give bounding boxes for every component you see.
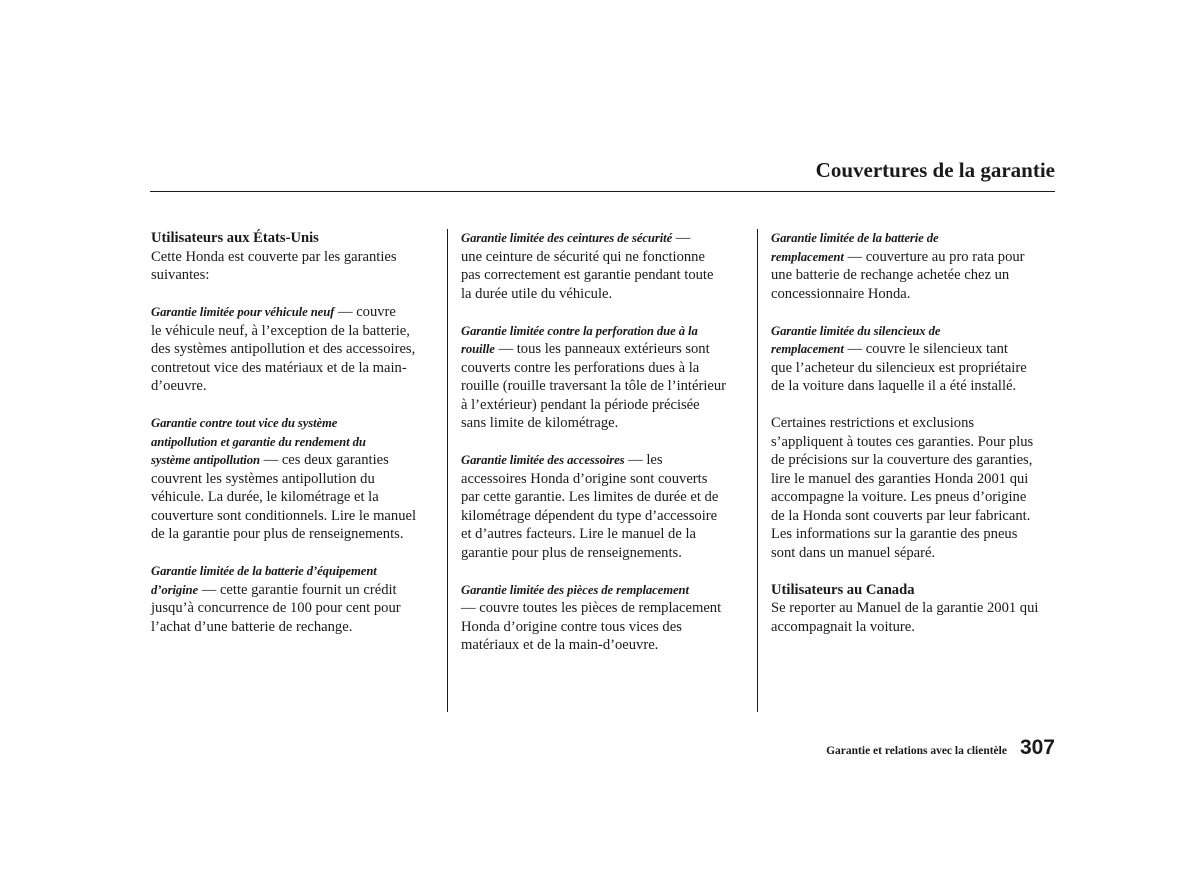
body-text-line: Cette Honda est couverte par les garanties: [151, 248, 397, 265]
body-text-line: concessionnaire Honda.: [771, 285, 911, 302]
body-text-line: Se reporter au Manuel de la garantie 2001 qui: [771, 600, 1039, 616]
warranty-title: Garantie contre tout vice du système: [151, 416, 338, 430]
warranty-title: Garantie limitée du silencieux de: [771, 323, 941, 338]
text-column-3: [771, 229, 1061, 636]
body-text-line: de la Honda sont couverts par leur fabricant.: [771, 507, 1031, 524]
warranty-title: Garantie limitée des ceintures de sécurité: [461, 231, 673, 245]
text-block: [461, 581, 751, 655]
text-block: Garantie limitée pour véhicule neuf — couvre le véhicule neuf, à l’exception de la batterie, des systèmes antipollution et des accessoires, contretout vice des matériaux et de la main- d’oeuvre.: [151, 303, 441, 396]
warranty-title: Garantie limitée de la batterie de: [771, 231, 939, 245]
text-block: [771, 581, 1061, 637]
body-text-line: Honda d’origine contre tous vices des: [461, 618, 682, 635]
warranty-title: Garantie limitée des pièces de remplacement: [461, 582, 689, 597]
body-text-line: de la garantie pour plus de renseignements.: [151, 526, 404, 542]
warranty-description: cette garantie fournit un crédit: [219, 581, 397, 598]
body-text-line: contretout vice des matériaux et de la main-: [151, 359, 407, 376]
body-text-line: d’oeuvre.: [151, 378, 207, 394]
column-divider: [447, 229, 448, 712]
text-block: [151, 229, 441, 285]
text-block: Garantie limitée de la batterie d’équipement d’origine — cette garantie fournit un crédit jusqu’à concurrence de 100 pour cent pour l’achat d’une batterie de rechange.: [151, 562, 441, 636]
title-rule: [150, 191, 1055, 192]
warranty-title: remplacement: [771, 249, 844, 264]
warranty-title: système antipollution: [151, 453, 260, 467]
body-text-line: véhicule. La durée, le kilométrage et la: [151, 489, 379, 505]
body-text-line: une ceinture de sécurité qui ne fonctionne: [461, 248, 705, 265]
body-text-line: jusqu’à concurrence de 100 pour cent pour: [151, 600, 401, 616]
warranty-title: rouille: [461, 342, 495, 356]
body-text-line: accompagnait la voiture.: [771, 618, 915, 635]
body-text-line: sans limite de kilométrage.: [461, 415, 619, 431]
body-text-line: Les informations sur la garantie des pneus: [771, 526, 1018, 542]
body-text-line: accessoires Honda d’origine sont couverts: [461, 470, 708, 487]
page-footer: [826, 736, 1055, 760]
warranty-title: antipollution et garantie du rendement du: [151, 434, 366, 449]
body-text-line: garantie pour plus de renseignements.: [461, 544, 682, 561]
text-block: Garantie contre tout vice du système antipollution et garantie du rendement du système antipollution — ces deux garanties couvrent les systèmes antipollution du véhicule. La durée, le kilométrage et la couverture sont conditionnels. Lire le manuel de la garantie pour plus de renseignements.: [151, 414, 441, 544]
text-column-1: [151, 229, 441, 636]
body-text-line: le véhicule neuf, à l’exception de la batterie,: [151, 322, 410, 339]
column-divider: [757, 229, 758, 712]
warranty-description: ces deux garanties: [281, 452, 389, 468]
warranty-title: Garantie limitée pour véhicule neuf: [151, 305, 335, 319]
text-block: Garantie limitée du silencieux de remplacement — couvre le silencieux tant que l’acheteur du silencieux est propriétaire de la voiture dans laquelle il a été installé.: [771, 322, 1061, 396]
text-block: [771, 414, 1061, 562]
body-text-line: — couvre toutes les pièces de remplacement: [461, 600, 722, 616]
body-text-line: de précisions sur la couverture des garanties,: [771, 452, 1033, 468]
body-text-line: la durée utile du véhicule.: [461, 285, 613, 302]
body-text-line: pas correctement est garantie pendant toute: [461, 267, 714, 283]
text-block: Garantie limitée de la batterie de remplacement — couverture au pro rata pour une batterie de rechange achetée chez un concessionnaire Honda.: [771, 229, 1061, 303]
body-text-line: lire le manuel des garanties Honda 2001 qui: [771, 470, 1029, 487]
body-text-line: s’appliquent à toutes ces garanties. Pour plus: [771, 433, 1034, 450]
text-block: Garantie limitée contre la perforation due à la rouille — tous les panneaux extérieurs sont couverts contre les perforations dues à la rouille (rouille traversant la tôle de l’intérieur à l’extérieur) pendant la période précisée sans limite de kilométrage.: [461, 322, 751, 433]
body-text-line: matériaux et de la main-d’oeuvre.: [461, 637, 659, 653]
warranty-description: couvre: [356, 304, 396, 320]
warranty-title: Garantie limitée de la batterie d’équipement: [151, 564, 377, 578]
warranty-description: couvre le silencieux tant: [865, 341, 1008, 357]
text-block: Garantie limitée des accessoires — les accessoires Honda d’origine sont couverts par cette garantie. Les limites de durée et de kilométrage dépendent du type d’accessoire et d’autres facteurs. Lire le manuel de la garantie pour plus de renseignements.: [461, 451, 751, 562]
body-text-line: couverture sont conditionnels. Lire le manuel: [151, 507, 417, 524]
body-text-line: que l’acheteur du silencieux est propriétaire: [771, 359, 1027, 376]
text-column-2: [461, 229, 751, 655]
body-text-line: rouille (rouille traversant la tôle de l’intérieur: [461, 378, 727, 394]
footer-section-label: Garantie et relations avec la clientèle: [826, 745, 1007, 757]
body-text-line: couverts contre les perforations dues à la: [461, 359, 700, 376]
body-text-line: suivantes:: [151, 267, 210, 283]
body-text-line: couvrent les systèmes antipollution du: [151, 470, 375, 487]
body-text-line: sont dans un manuel séparé.: [771, 544, 936, 561]
warranty-title: Garantie limitée contre la perforation due à la: [461, 323, 698, 338]
body-text-line: Certaines restrictions et exclusions: [771, 415, 975, 431]
body-text-line: accompagne la voiture. Les pneus d’origine: [771, 489, 1027, 505]
body-text-line: l’achat d’une batterie de rechange.: [151, 618, 353, 635]
body-text-line: des systèmes antipollution et des accessoires,: [151, 341, 416, 357]
warranty-description: tous les panneaux extérieurs sont: [516, 341, 710, 357]
body-text-line: et d’autres facteurs. Lire le manuel de la: [461, 526, 697, 542]
page-title: Couvertures de la garantie: [815, 158, 1055, 182]
page-number: 307: [1019, 736, 1055, 759]
warranty-title: d’origine: [151, 582, 199, 597]
section-heading: Utilisateurs au Canada: [771, 581, 915, 598]
body-text-line: à l’extérieur) pendant la période précisée: [461, 396, 700, 413]
warranty-description: couverture au pro rata pour: [865, 248, 1025, 265]
body-text-line: par cette garantie. Les limites de durée et de: [461, 489, 719, 505]
warranty-description: les: [646, 452, 663, 468]
section-heading: Utilisateurs aux États-Unis: [151, 230, 319, 246]
text-block: Garantie limitée des ceintures de sécurité — une ceinture de sécurité qui ne fonctionne pas correctement est garantie pendant toute la durée utile du véhicule.: [461, 229, 751, 303]
body-text-line: kilométrage dépendent du type d’accessoire: [461, 507, 718, 524]
warranty-title: Garantie limitée des accessoires: [461, 453, 625, 467]
warranty-title: remplacement: [771, 342, 844, 356]
body-text-line: une batterie de rechange achetée chez un: [771, 267, 1010, 283]
body-text-line: de la voiture dans laquelle il a été installé.: [771, 378, 1017, 394]
